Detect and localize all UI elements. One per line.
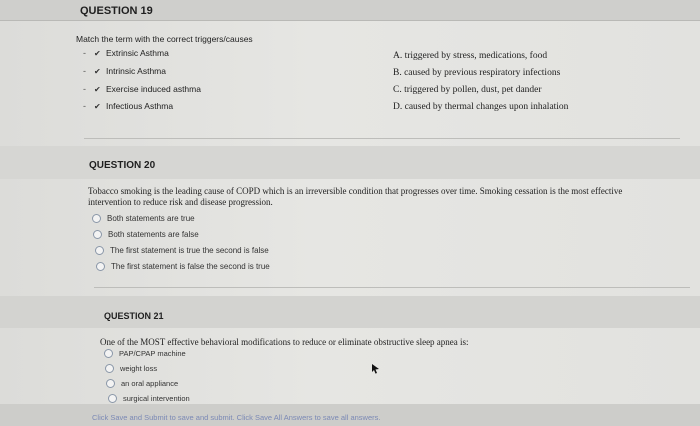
question-19-prompt: Match the term with the correct triggers/causes <box>76 34 253 44</box>
match-term-row[interactable] <box>83 100 173 112</box>
question-20-title: QUESTION 20 <box>89 160 156 171</box>
chevron-down-icon[interactable]: ✔ <box>94 48 101 58</box>
radio-button[interactable] <box>92 214 101 223</box>
chevron-down-icon[interactable]: ✔ <box>94 101 101 111</box>
match-term-row[interactable] <box>83 47 169 59</box>
radio-option[interactable] <box>106 379 178 388</box>
radio-button[interactable] <box>104 349 113 358</box>
match-term-label: Infectious Asthma <box>106 101 174 111</box>
radio-label: Both statements are false <box>108 230 199 239</box>
select-dash: - <box>83 66 86 76</box>
question-19-title: QUESTION 19 <box>80 5 153 17</box>
question-20-prompt-line2: intervention to reduce risk and disease progression. <box>88 197 273 207</box>
radio-option[interactable] <box>96 262 270 271</box>
divider <box>94 287 690 288</box>
radio-label: PAP/CPAP machine <box>119 349 186 358</box>
mouse-pointer-icon <box>371 363 381 375</box>
radio-label: surgical intervention <box>123 394 190 403</box>
match-answer-d: D. caused by thermal changes upon inhalation <box>393 102 569 112</box>
radio-option[interactable] <box>92 214 195 223</box>
question-21-prompt: One of the MOST effective behavioral modifications to reduce or eliminate obstructive sleep apnea is: <box>100 337 469 347</box>
match-answer-c: C. triggered by pollen, dust, pet dander <box>393 85 542 95</box>
radio-option[interactable] <box>105 364 157 373</box>
select-dash: - <box>83 48 86 58</box>
radio-label: The first statement is false the second is true <box>111 262 270 271</box>
footer-instructions: Click Save and Submit to save and submit. Click Save All Answers to save all answers. <box>92 413 381 422</box>
match-answer-a: A. triggered by stress, medications, food <box>393 51 548 61</box>
radio-button[interactable] <box>96 262 105 271</box>
question-20-prompt-line1: Tobacco smoking is the leading cause of COPD which is an irreversible condition that progresses over time. Smoking cessation is the most effective <box>88 186 623 196</box>
radio-button[interactable] <box>93 230 102 239</box>
match-answer-b: B. caused by previous respiratory infections <box>393 68 561 78</box>
chevron-down-icon[interactable]: ✔ <box>94 66 101 76</box>
radio-button[interactable] <box>108 394 117 403</box>
radio-button[interactable] <box>95 246 104 255</box>
radio-option[interactable] <box>95 246 269 255</box>
radio-button[interactable] <box>105 364 114 373</box>
radio-option[interactable] <box>104 349 186 358</box>
match-term-label: Extrinsic Asthma <box>106 48 169 58</box>
radio-button[interactable] <box>106 379 115 388</box>
radio-label: weight loss <box>120 364 158 373</box>
match-term-row[interactable] <box>83 83 201 95</box>
radio-label: an oral appliance <box>121 379 179 388</box>
match-term-label: Exercise induced asthma <box>106 84 201 94</box>
match-term-row[interactable] <box>83 65 166 77</box>
chevron-down-icon[interactable]: ✔ <box>94 84 101 94</box>
select-dash: - <box>83 101 86 111</box>
select-dash: - <box>83 84 86 94</box>
radio-label: Both statements are true <box>107 214 195 223</box>
radio-label: The first statement is true the second is false <box>110 246 269 255</box>
radio-option[interactable] <box>108 394 190 403</box>
divider <box>84 138 680 139</box>
match-term-label: Intrinsic Asthma <box>106 66 166 76</box>
question-21-title: QUESTION 21 <box>104 311 164 321</box>
radio-option[interactable] <box>93 230 199 239</box>
